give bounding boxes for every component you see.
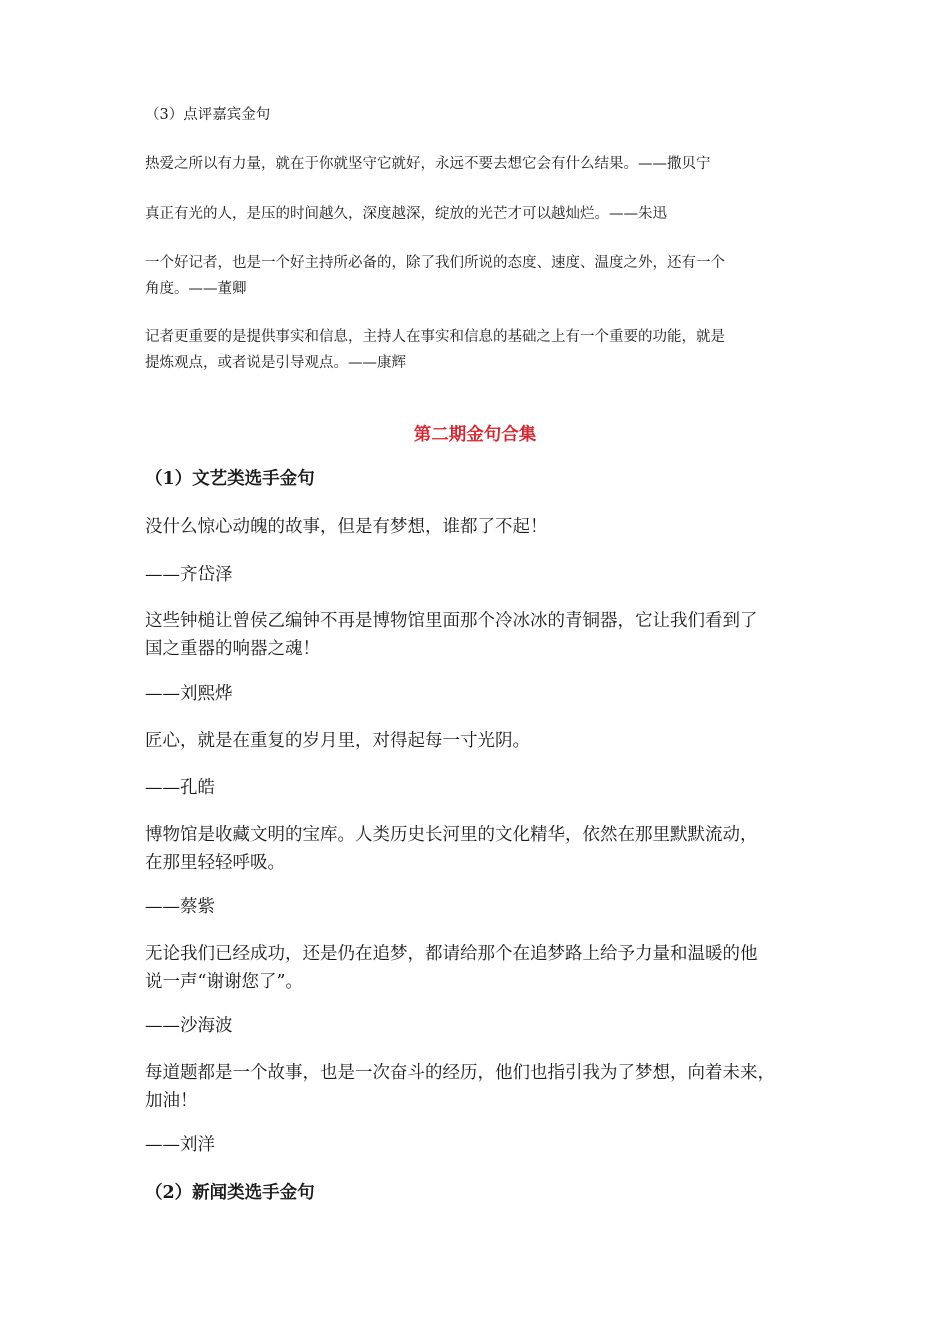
quote-zhu-xun [145, 201, 825, 227]
quote-line: 博物馆是收藏文明的宝库。人类历史长河里的文化精华，依然在那里默默流动， [145, 825, 758, 845]
quote-line: 每道题都是一个故事，也是一次奋斗的经历，他们也指引我为了梦想，向着未来， [145, 1063, 775, 1083]
heading-news-quotes: （2）新闻类选手金句 [145, 1183, 315, 1203]
heading-guest-quotes: （3）点评嘉宾金句 [145, 107, 271, 123]
author-line: ——刘熙烨 [145, 684, 233, 704]
quote-line: 匠心，就是在重复的岁月里，对得起每一寸光阴。 [145, 731, 530, 751]
quote-kong-hao [145, 727, 825, 755]
author-line: ——刘洋 [145, 1135, 215, 1155]
quote-liu-xiye [145, 607, 825, 663]
quote-line: 热爱之所以有力量，就在于你就坚守它就好，永远不要去想它会有什么结果。——撒贝宁 [145, 156, 711, 172]
quote-line: 说一声“谢谢您了”。 [145, 972, 303, 992]
quote-dong-qing [145, 250, 825, 302]
section-title: 第二期金句合集 [413, 425, 537, 445]
quote-line: 加油！ [145, 1091, 198, 1111]
quote-sa-beining [145, 151, 825, 177]
quote-line: 没什么惊心动魄的故事，但是有梦想，谁都了不起！ [145, 517, 548, 537]
quote-line: 这些钟槌让曾侯乙编钟不再是博物馆里面那个冷冰冰的青铜器，它让我们看到了 [145, 611, 758, 631]
quote-cai-zi [145, 821, 825, 877]
author-line: ——齐岱泽 [145, 565, 233, 585]
author-line: ——蔡紫 [145, 897, 215, 917]
quote-sha-haibo [145, 940, 825, 996]
quote-line: 角度。——董卿 [145, 281, 247, 297]
quote-line: 国之重器的响器之魂！ [145, 639, 320, 659]
heading-arts-quotes: （1）文艺类选手金句 [145, 469, 315, 489]
quote-line: 无论我们已经成功，还是仍在追梦，都请给那个在追梦路上给予力量和温暖的他 [145, 944, 758, 964]
author-line: ——沙海波 [145, 1016, 233, 1036]
quote-line: 记者更重要的是提供事实和信息，主持人在事实和信息的基础之上有一个重要的功能，就是 [145, 329, 725, 345]
quote-line: 提炼观点，或者说是引导观点。——康辉 [145, 355, 406, 371]
quote-qi-daize [145, 513, 825, 541]
quote-line: 真正有光的人，是压的时间越久，深度越深，绽放的光芒才可以越灿烂。——朱迅 [145, 206, 667, 222]
quote-kang-hui [145, 324, 825, 376]
quote-line: 一个好记者，也是一个好主持所必备的，除了我们所说的态度、速度、温度之外，还有一个 [145, 255, 725, 271]
quote-liu-yang [145, 1059, 825, 1115]
quote-line: 在那里轻轻呼吸。 [145, 853, 285, 873]
author-line: ——孔皓 [145, 778, 215, 798]
